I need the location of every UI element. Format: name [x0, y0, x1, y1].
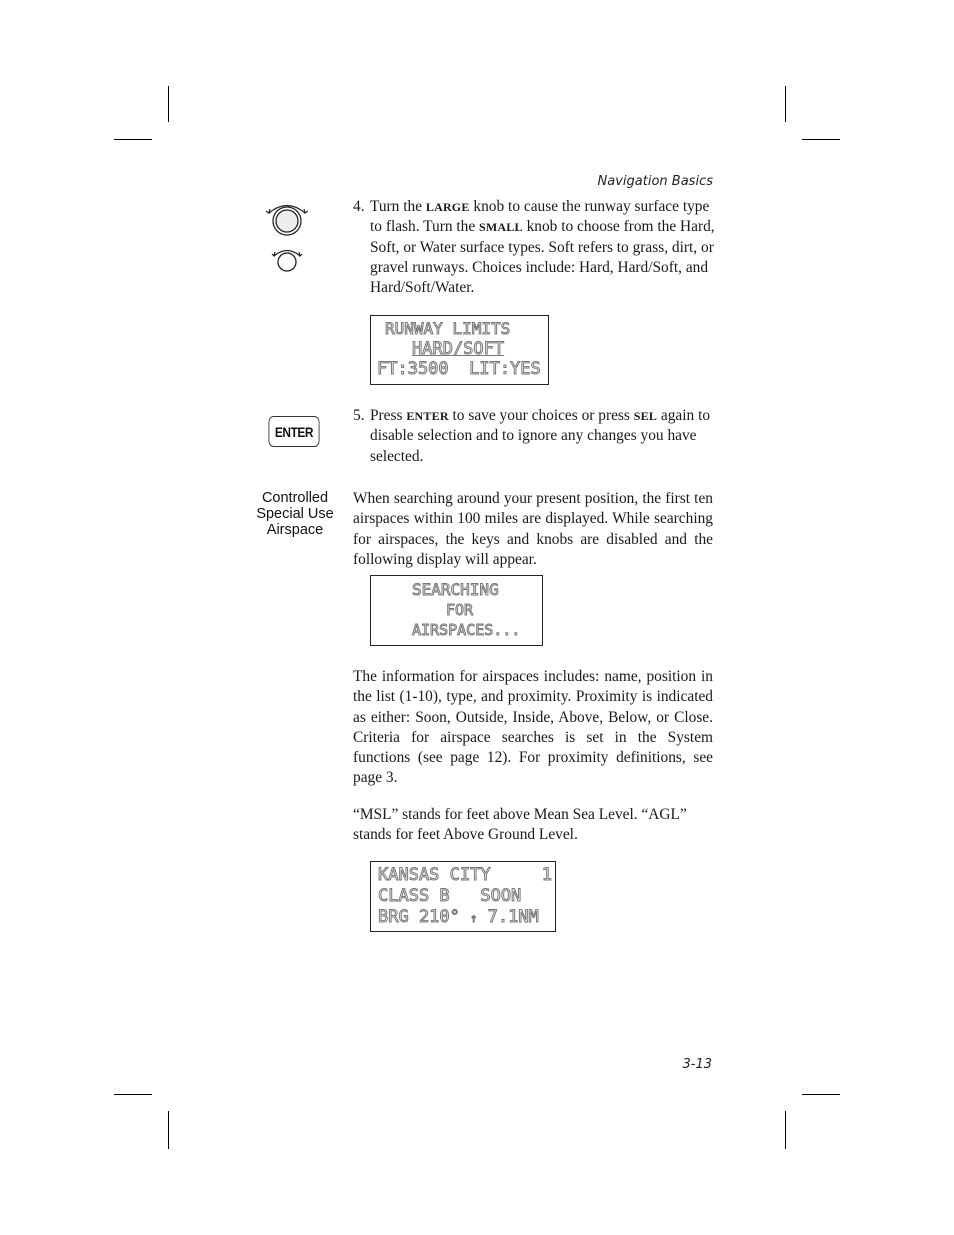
- lcd-distance: 7.1NM: [477, 907, 539, 927]
- lcd-line: FT:3500 LIT:YES: [377, 359, 541, 379]
- lcd-line: RUNWAY LIMITS: [385, 319, 511, 338]
- large-knob-icon: [264, 200, 310, 240]
- step-text: Press: [370, 407, 407, 424]
- step-4: [353, 197, 715, 298]
- step-text: knob to cause the runway surface type to flash. Turn the: [370, 198, 710, 236]
- lcd-display-runway-limits: [370, 315, 549, 385]
- body-paragraph: The information for airspaces includes: name, position in the list (1-10), type, and proximity. Proximity is indicated as either: Soon, Outside, Inside, Above, Below, or Close. Criteria for airspace searches is set in the System functions (see page 12). For proximity definitions, see page 3.: [353, 668, 713, 787]
- side-heading-line: Special Use: [256, 506, 334, 522]
- crop-mark: [114, 1094, 152, 1095]
- crop-mark: [802, 139, 840, 140]
- crop-mark: [114, 139, 152, 140]
- step-5: [353, 406, 715, 467]
- step-number: 5.: [353, 407, 365, 424]
- key-name-small: SMALL: [479, 220, 523, 235]
- key-name-enter: ENTER: [406, 409, 449, 423]
- body-paragraph: “MSL” stands for feet above Mean Sea Level. “AGL” stands for feet Above Ground Level.: [353, 806, 687, 844]
- crop-mark: [168, 1111, 169, 1149]
- lcd-line: CLASS B SOON: [378, 886, 522, 906]
- step-number: 4.: [353, 198, 365, 215]
- running-header: Navigation Basics: [597, 174, 713, 189]
- body-paragraph: When searching around your present position, the first ten airspaces within 100 miles are displayed. While searching for airspaces, the keys and knobs are disabled and the following display will appear.: [353, 490, 713, 568]
- step-text: to save your choices or press: [448, 407, 634, 424]
- lcd-bearing: BRG 210°: [378, 907, 471, 927]
- lcd-line-selected: HARD/SOFT: [412, 339, 505, 359]
- small-knob-icon: [271, 246, 303, 276]
- step-text: Turn the: [370, 198, 426, 215]
- side-heading-line: Controlled: [261, 490, 329, 506]
- crop-mark: [785, 1111, 786, 1149]
- crop-mark: [802, 1094, 840, 1095]
- step-text: again to disable selection and to ignore any changes you have selected.: [370, 407, 711, 465]
- page-number: 3-13: [682, 1057, 712, 1072]
- lcd-line: AIRSPACES...: [412, 621, 521, 639]
- lcd-line: FOR: [446, 601, 474, 619]
- lcd-line: [378, 907, 539, 928]
- key-name-sel: SEL: [633, 409, 658, 423]
- lcd-display-searching: [370, 575, 543, 646]
- side-heading: [240, 490, 350, 538]
- side-heading-line: Airspace: [266, 522, 324, 538]
- up-arrow-icon: ↑: [470, 911, 478, 925]
- step-text: knob to choose from the Hard, Soft, or Water surface types. Soft refers to grass, dirt, or gravel runways. Choices include: Hard, Hard/Soft, and Hard/Soft/Water.: [370, 218, 715, 297]
- lcd-line: KANSAS CITY 1: [378, 865, 552, 885]
- crop-mark: [168, 86, 169, 122]
- key-name-large: LARGE: [425, 200, 470, 214]
- enter-key-icon: ENTER: [269, 416, 320, 447]
- crop-mark: [785, 86, 786, 122]
- lcd-display-airspace: [370, 861, 556, 932]
- lcd-line: SEARCHING: [412, 580, 499, 599]
